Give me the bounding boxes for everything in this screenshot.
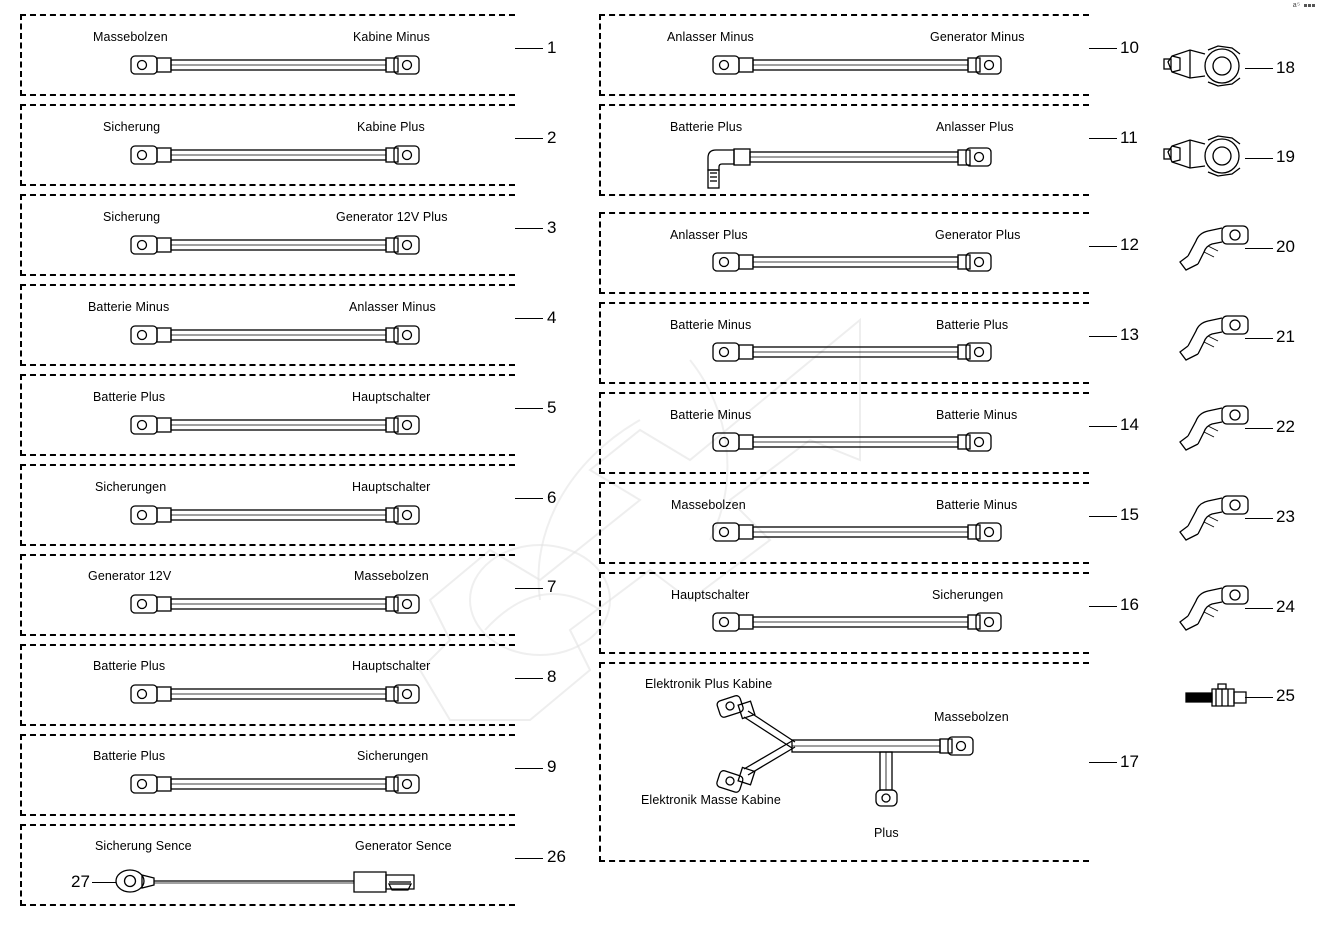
item-number-2: 2 (547, 128, 557, 147)
part-icon-23-cable-lug-angled (1178, 492, 1256, 542)
label-item6-left: Sicherungen (95, 480, 167, 494)
label-item26-right: Generator Sence (355, 839, 452, 853)
label-item7-left: Generator 12V (88, 569, 172, 583)
item-number-16: 16 (1120, 595, 1139, 614)
item-number-24: 24 (1276, 597, 1295, 616)
cable-drawing-5 (130, 413, 420, 439)
label-item2-left: Sicherung (103, 120, 161, 134)
label-item9-right: Sicherungen (357, 749, 429, 763)
cable-drawing-16 (712, 610, 1002, 636)
label-item12-right: Generator Plus (935, 228, 1021, 242)
item-number-6: 6 (547, 488, 557, 507)
item-number-8: 8 (547, 667, 557, 686)
corner-square-icon (1312, 4, 1315, 7)
leader-line-3 (515, 228, 543, 229)
leader-line-17 (1089, 762, 1117, 763)
item-number-19: 19 (1276, 147, 1295, 166)
corner-square-icon (1308, 4, 1311, 7)
leader-line-24 (1245, 608, 1273, 609)
corner-mark-text: a⁵ (1292, 2, 1301, 9)
leader-line-7 (515, 588, 543, 589)
label-item10-left: Anlasser Minus (667, 30, 754, 44)
item-number-23: 23 (1276, 507, 1295, 526)
item-number-18: 18 (1276, 58, 1295, 77)
part-icon-19-battery-clamp-terminal (1160, 130, 1255, 182)
leader-line-11 (1089, 138, 1117, 139)
leader-line-18 (1245, 68, 1273, 69)
cable-drawing-14 (712, 430, 1002, 456)
item-number-1: 1 (547, 38, 557, 57)
label-item3-left: Sicherung (103, 210, 161, 224)
cable-drawing-6 (130, 503, 420, 529)
label-item14-right: Batterie Minus (936, 408, 1018, 422)
label-item17-massebolzen: Massebolzen (934, 710, 1009, 724)
leader-line-6 (515, 498, 543, 499)
item-number-11: 11 (1120, 128, 1138, 147)
label-item15-right: Batterie Minus (936, 498, 1018, 512)
label-item26-left: Sicherung Sence (95, 839, 192, 853)
cable-drawing-4 (130, 323, 420, 349)
part-icon-25-inline-connector (1182, 680, 1252, 714)
item-number-5: 5 (547, 398, 557, 417)
cable-drawing-3 (130, 233, 420, 259)
leader-line-9 (515, 768, 543, 769)
label-item16-left: Hauptschalter (671, 588, 750, 602)
cable-drawing-17-harness (700, 695, 1000, 820)
item-number-20: 20 (1276, 237, 1295, 256)
label-item5-right: Hauptschalter (352, 390, 431, 404)
item-number-15: 15 (1120, 505, 1139, 524)
item-number-21: 21 (1276, 327, 1295, 346)
cable-drawing-11 (700, 140, 1000, 190)
cable-drawing-2 (130, 143, 420, 169)
cable-drawing-7 (130, 592, 420, 618)
leader-line-16 (1089, 606, 1117, 607)
item-number-12: 12 (1120, 235, 1139, 254)
cable-drawing-15 (712, 520, 1002, 546)
cable-drawing-12 (712, 250, 1002, 276)
label-item2-right: Kabine Plus (357, 120, 425, 134)
item-number-17: 17 (1120, 752, 1139, 771)
item-number-14: 14 (1120, 415, 1139, 434)
leader-line-22 (1245, 428, 1273, 429)
leader-line-5 (515, 408, 543, 409)
part-icon-20-cable-lug-angled (1178, 222, 1256, 272)
leader-line-19 (1245, 158, 1273, 159)
label-item8-right: Hauptschalter (352, 659, 431, 673)
item-number-13: 13 (1120, 325, 1139, 344)
leader-line-26 (515, 858, 543, 859)
cable-drawing-1 (130, 53, 420, 79)
leader-line-15 (1089, 516, 1117, 517)
label-item14-left: Batterie Minus (670, 408, 752, 422)
part-icon-24-cable-lug-angled (1178, 582, 1256, 632)
item-number-26: 26 (547, 847, 566, 866)
label-item4-right: Anlasser Minus (349, 300, 436, 314)
leader-line-25 (1245, 697, 1273, 698)
label-item9-left: Batterie Plus (93, 749, 166, 763)
leader-line-4 (515, 318, 543, 319)
leader-line-13 (1089, 336, 1117, 337)
item-number-3: 3 (547, 218, 557, 237)
label-item17-elektronik-plus: Elektronik Plus Kabine (645, 677, 773, 691)
corner-mark (1293, 2, 1315, 9)
leader-line-20 (1245, 248, 1273, 249)
cable-drawing-10 (712, 53, 1002, 79)
leader-line-10 (1089, 48, 1117, 49)
label-item5-left: Batterie Plus (93, 390, 166, 404)
label-item11-left: Batterie Plus (670, 120, 743, 134)
item-number-27: 27 (71, 872, 90, 891)
label-item7-right: Massebolzen (354, 569, 429, 583)
label-item13-left: Batterie Minus (670, 318, 752, 332)
cable-drawing-26 (114, 866, 424, 898)
leader-line-23 (1245, 518, 1273, 519)
leader-line-12 (1089, 246, 1117, 247)
item-number-22: 22 (1276, 417, 1295, 436)
part-icon-18-battery-clamp-terminal (1160, 40, 1255, 92)
item-number-4: 4 (547, 308, 557, 327)
corner-square-icon (1304, 4, 1307, 7)
leader-line-1 (515, 48, 543, 49)
leader-line-14 (1089, 426, 1117, 427)
label-item13-right: Batterie Plus (936, 318, 1009, 332)
label-item17-plus: Plus (874, 826, 899, 840)
label-item1-right: Kabine Minus (353, 30, 430, 44)
cable-drawing-13 (712, 340, 1002, 366)
label-item11-right: Anlasser Plus (936, 120, 1014, 134)
item-number-25: 25 (1276, 686, 1295, 705)
part-icon-22-cable-lug-angled (1178, 402, 1256, 452)
label-item8-left: Batterie Plus (93, 659, 166, 673)
label-item17-elektronik-masse: Elektronik Masse Kabine (641, 793, 781, 807)
item-number-7: 7 (547, 577, 557, 596)
leader-line-2 (515, 138, 543, 139)
leader-line-8 (515, 678, 543, 679)
cable-drawing-8 (130, 682, 420, 708)
label-item15-left: Massebolzen (671, 498, 746, 512)
item-number-9: 9 (547, 757, 557, 776)
label-item4-left: Batterie Minus (88, 300, 170, 314)
cable-drawing-9 (130, 772, 420, 798)
part-icon-21-cable-lug-angled (1178, 312, 1256, 362)
label-item6-right: Hauptschalter (352, 480, 431, 494)
label-item10-right: Generator Minus (930, 30, 1025, 44)
item-number-10: 10 (1120, 38, 1139, 57)
label-item1-left: Massebolzen (93, 30, 168, 44)
label-item16-right: Sicherungen (932, 588, 1004, 602)
leader-line-27 (92, 882, 116, 883)
leader-line-21 (1245, 338, 1273, 339)
label-item12-left: Anlasser Plus (670, 228, 748, 242)
label-item3-right: Generator 12V Plus (336, 210, 448, 224)
